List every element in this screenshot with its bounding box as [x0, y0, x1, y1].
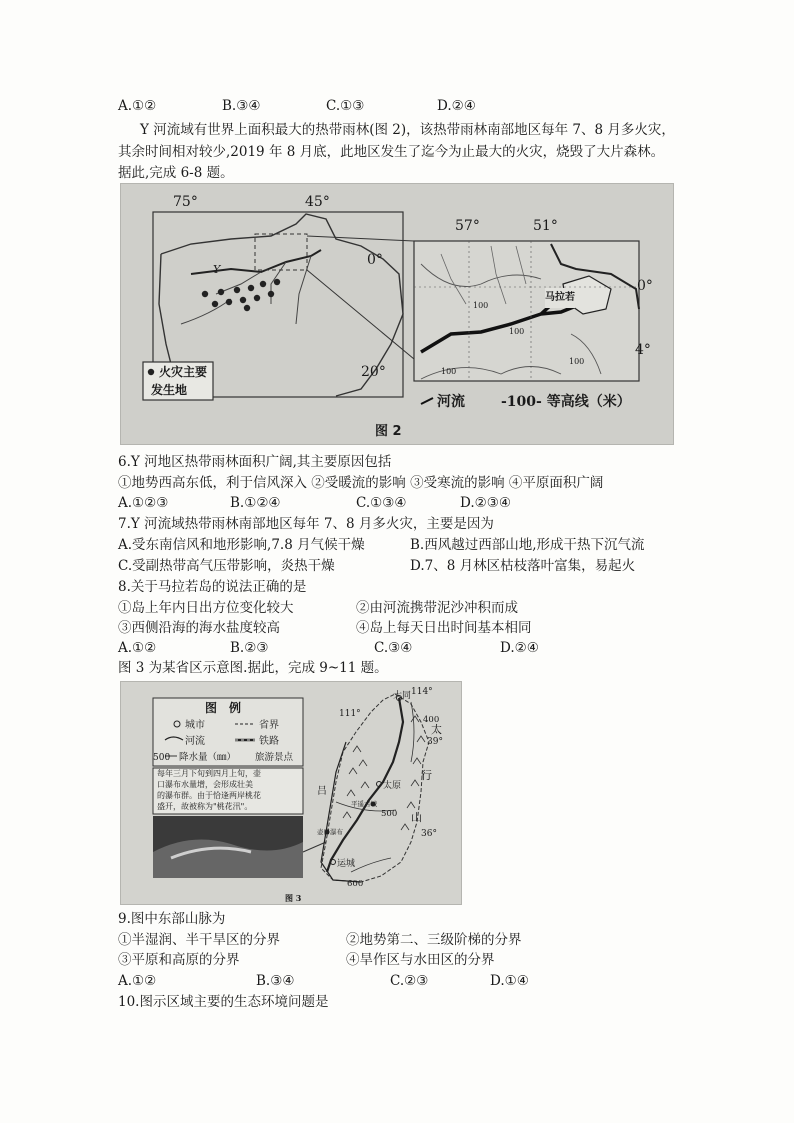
figure-3	[120, 681, 462, 905]
fig3-caption: 图 3	[285, 893, 302, 903]
fig3-legend-scenic: 旅游景点	[255, 752, 294, 763]
q9-item-2: ②地势第二、三级阶梯的分界	[346, 932, 522, 948]
q9-option-b: B.③④	[256, 973, 295, 989]
fig2-lon-45: 45°	[305, 194, 330, 210]
q7-option-b: B.西风越过西部山地,形成干热下沉气流	[410, 537, 645, 553]
q5-option-c: C.①③	[326, 98, 365, 114]
q8-option-b: B.②③	[230, 640, 269, 656]
fig2-legend-contour: -100- 等高线（米）	[501, 394, 631, 410]
intro-6-8-line2: 其余时间相对较少,2019 年 8 月底，此地区发生了迄今为止最大的火灾，烧毁了大片森林。	[118, 144, 665, 160]
fig2-lat-4: 4°	[635, 342, 651, 358]
fig3-lon-111: 111°	[339, 709, 361, 719]
q8-item-3: ③西侧沿海的海水盐度较高	[118, 620, 280, 636]
fig3-legend-border: 省界	[259, 720, 279, 731]
fig2-island-label: 马拉若	[545, 288, 575, 308]
figure-2	[120, 183, 674, 445]
q8-option-d: D.②④	[500, 640, 539, 656]
fig2-contour-100b: 100	[509, 327, 525, 336]
fig3-legend-river: 河流	[185, 736, 205, 747]
fig2-lat-20: 20°	[361, 364, 386, 380]
q9-option-c: C.②③	[390, 973, 429, 989]
fig2-contour-100d: 100	[441, 367, 457, 376]
fig2-legend-fire-1: 火灾主要	[159, 365, 208, 379]
fig2-contour-100a: 100	[473, 301, 489, 310]
intro-6-8-line1: Y 河流域有世界上面积最大的热带雨林(图 2)，该热带雨林南部地区每年 7、8 月多火灾，	[140, 122, 675, 138]
fig3-legend-title: 图 例	[205, 701, 242, 715]
q7-stem: 7.Y 河流域热带雨林南部地区每年 7、8 月多火灾，主要是因为	[118, 516, 494, 532]
fig2-caption: 图 2	[375, 424, 402, 439]
fig2-lat-0-left: 0°	[367, 252, 383, 268]
fig3-lon-114: 114°	[411, 687, 433, 697]
q8-option-c: C.③④	[374, 640, 413, 656]
fig3-contour-500: 500	[381, 809, 398, 819]
q8-option-a: A.①②	[118, 640, 157, 656]
fig3-pingyao: 平遥古城	[351, 800, 377, 808]
intro-9-11: 图 3 为某省区示意图.据此，完成 9~11 题。	[118, 660, 388, 676]
q5-option-d: D.②④	[437, 98, 476, 114]
q8-stem: 8.关于马拉若岛的说法正确的是	[118, 579, 307, 595]
fig2-lon-51: 51°	[533, 218, 558, 234]
fig2-lon-75: 75°	[173, 194, 198, 210]
fig3-note-4: 盛开，故被称为"桃花汛"。	[157, 802, 253, 811]
q9-option-d: D.①④	[490, 973, 529, 989]
q6-option-a: A.①②③	[118, 495, 169, 511]
fig3-legend-precip: 降水量（㎜）	[179, 752, 237, 763]
q8-item-1: ①岛上年内日出方位变化较大	[118, 600, 294, 616]
q6-stem: 6.Y 河地区热带雨林面积广阔,其主要原因包括	[118, 454, 392, 470]
fig3-legend-500: 500	[153, 753, 171, 763]
fig2-legend-river: 河流	[437, 394, 465, 410]
q8-item-2: ②由河流携带泥沙冲积而成	[356, 600, 518, 616]
fig3-note-1: 每年三月下旬到四月上旬，壶	[157, 769, 261, 778]
q7-option-d: D.7、8 月林区枯枝落叶富集，易起火	[410, 558, 636, 574]
intro-6-8-line3: 据此,完成 6-8 题。	[118, 165, 234, 181]
fig3-lat-39: 39°	[427, 737, 443, 747]
fig3-mtn-luliang: 吕	[317, 786, 327, 797]
fig3-contour-400: 400	[423, 715, 440, 725]
fig3-note-2: 口瀑布水量增，会形成壮美	[157, 780, 253, 789]
fig3-legend-city: 城市	[185, 720, 205, 731]
fig2-lon-57: 57°	[455, 218, 480, 234]
q5-option-a: A.①②	[118, 98, 157, 114]
q9-item-1: ①半湿润、半干旱区的分界	[118, 932, 280, 948]
fig3-contour-600: 600	[347, 879, 364, 889]
fig3-mtn-tai: 太	[431, 723, 442, 736]
q6-option-b: B.①②④	[230, 495, 281, 511]
fig3-lat-36: 36°	[421, 829, 437, 839]
q10-stem: 10.图示区域主要的生态环境问题是	[118, 994, 329, 1010]
fig2-river-y: Y	[213, 263, 221, 276]
q6-option-d: D.②③④	[460, 495, 511, 511]
fig2-contour-100c: 100	[569, 357, 585, 366]
q8-item-4: ④岛上每天日出时间基本相同	[356, 620, 532, 636]
q7-option-c: C.受副热带高气压带影响，炎热干燥	[118, 558, 335, 574]
q9-stem: 9.图中东部山脉为	[118, 911, 226, 927]
q9-item-3: ③平原和高原的分界	[118, 952, 240, 968]
fig3-city-yuncheng: 运城	[337, 859, 356, 869]
q6-option-c: C.①③④	[356, 495, 407, 511]
q6-items: ①地势西高东低，利于信风深入 ②受暖流的影响 ③受寒流的影响 ④平原面积广阔	[118, 475, 604, 491]
fig2-lat-0-right: 0°	[637, 278, 653, 294]
fig3-mtn-hang: 行	[421, 769, 432, 782]
q7-option-a: A.受东南信风和地形影响,7.8 月气候干燥	[118, 537, 365, 553]
fig3-hukou: 壶口瀑布	[317, 828, 343, 836]
fig3-legend-railway: 铁路	[259, 736, 279, 747]
fig3-mtn-shan: 山	[411, 811, 422, 824]
q9-option-a: A.①②	[118, 973, 157, 989]
fig2-legend-fire-2: 发生地	[151, 383, 188, 397]
q5-option-b: B.③④	[222, 98, 261, 114]
q9-item-4: ④旱作区与水田区的分界	[346, 952, 495, 968]
fig3-note-3: 的瀑布群。由于恰逢两岸桃花	[157, 791, 261, 800]
fig3-city-datong: 大同	[393, 691, 412, 701]
fig3-city-taiyuan: 太原	[383, 781, 402, 791]
